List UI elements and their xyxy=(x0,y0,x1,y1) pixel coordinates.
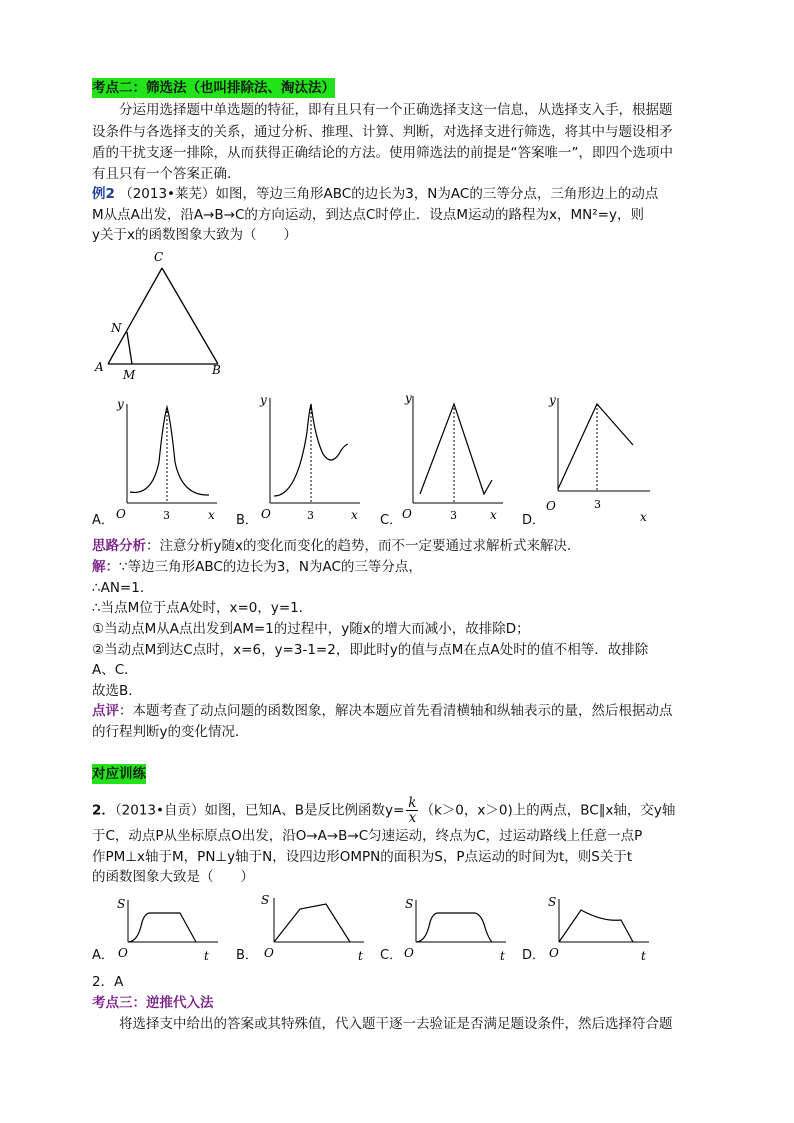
svg-text:3: 3 xyxy=(594,498,601,511)
practice-question-line: 于C，动点P从坐标原点O出发，沿O→A→B→C匀速运动，终点为C，过运动路线上任意一点P xyxy=(92,828,643,844)
practice-option-a-label: A． xyxy=(92,948,114,963)
svg-text:S: S xyxy=(405,897,414,911)
example-line: y关于x的函数图象大致为（ ） xyxy=(92,227,297,243)
option-d-label: D． xyxy=(522,513,546,528)
option-b-graph xyxy=(255,392,365,527)
practice-option-b-label: B． xyxy=(236,948,258,963)
svg-text:t: t xyxy=(358,949,363,963)
svg-text:3: 3 xyxy=(450,509,457,522)
paragraph-line: 盾的干扰支逐一排除，从而获得正确结论的方法。使用筛选法的前提是“答案唯一”，即四个选项中 xyxy=(92,145,673,161)
comment-label: 点评 xyxy=(92,703,119,719)
vertex-a-label: A xyxy=(95,360,104,374)
section-title: 考点二：筛选法（也叫排除法、淘汰法） xyxy=(92,80,335,96)
paragraph-line: 分运用选择题中单选题的特征，即有且只有一个正确选择支这一信息，从选择支入手，根据题 xyxy=(119,102,673,118)
point-n-label: N xyxy=(111,321,122,335)
comment-line: 的行程判断y的变化情况． xyxy=(92,724,249,740)
practice-question-line: 作PM⊥x轴于M，PN⊥y轴于N，设四边形OMPN的面积为S，P点运动的时间为t，则S关于t xyxy=(92,849,633,865)
svg-text:O: O xyxy=(549,946,559,960)
svg-text:t: t xyxy=(204,949,209,963)
svg-text:S: S xyxy=(117,897,126,911)
solution-line: ①当动点M从A点出发到AM=1的过程中，y随x的增大而减小，故排除D； xyxy=(92,621,530,637)
paragraph-line: 有且只有一个答案正确. xyxy=(92,166,232,182)
analysis-line xyxy=(92,536,580,556)
svg-text:y: y xyxy=(549,393,556,407)
solution-line: 解：∵等边三角形ABC的边长为3，N为AC的三等分点， xyxy=(92,559,422,575)
practice-option-c-graph xyxy=(398,894,513,966)
option-a-graph xyxy=(112,392,222,527)
practice-option-d-label: D． xyxy=(522,948,546,963)
svg-text:S: S xyxy=(261,894,270,907)
option-b-label: B． xyxy=(236,513,258,528)
option-c-graph xyxy=(398,392,508,527)
svg-text:O: O xyxy=(264,946,274,960)
svg-text:x: x xyxy=(208,508,215,522)
svg-text:x: x xyxy=(640,510,647,524)
example-line xyxy=(92,184,658,204)
svg-text:O: O xyxy=(404,946,414,960)
example-label: 例2 xyxy=(92,186,115,202)
svg-text:t: t xyxy=(641,949,646,963)
svg-text:O: O xyxy=(118,946,128,960)
practice-question-line: 的函数图象大致是（ ） xyxy=(92,869,254,885)
svg-text:3: 3 xyxy=(307,509,314,522)
fraction-k-over-x: $\frac{k}{x}$ xyxy=(408,795,417,826)
comment-line: 点评：本题考查了动点问题的函数图象，解决本题应首先看清横轴和纵轴表示的量，然后根据动点 xyxy=(92,703,673,719)
section3-title: 考点三：逆推代入法 xyxy=(92,995,214,1011)
solution-line: ∴当点M位于点A处时，x=0，y=1． xyxy=(92,600,313,616)
practice-title: 对应训练 xyxy=(92,766,146,782)
practice-option-c-label: C． xyxy=(380,948,403,963)
solution-line: 故选B． xyxy=(92,683,142,699)
point-m-label: M xyxy=(123,368,136,381)
example-text: （2013•莱芜）如图，等边三角形ABC的边长为3，N为AC的三等分点，三角形边上的动点 xyxy=(119,186,659,202)
vertex-c-label: C xyxy=(154,250,164,264)
practice-answer: 2．A xyxy=(92,974,124,990)
solution-label: 解： xyxy=(92,559,119,575)
question-number: 2． xyxy=(92,802,115,819)
option-a-label: A． xyxy=(92,513,114,528)
solution-line: ②当动点M到达C点时，x=6，y=3-1=2，即此时y的值与点M在点A处时的值不相等．故排除 xyxy=(92,642,649,658)
triangle-figure xyxy=(90,246,240,381)
solution-line: ∴AN=1． xyxy=(92,580,154,596)
svg-text:y: y xyxy=(260,393,267,407)
example-line: M从点A出发，沿A→B→C的方向运动，到达点C时停止．设点M运动的路程为x，MN²=y，则 xyxy=(92,207,644,223)
option-c-label: C． xyxy=(380,513,403,528)
section3-line: 将选择支中给出的答案或其特殊值，代入题干逐一去验证是否满足题设条件，然后选择符合题 xyxy=(119,1016,673,1032)
practice-option-b-graph xyxy=(256,894,371,966)
practice-option-a-graph xyxy=(110,894,225,966)
svg-text:O: O xyxy=(261,507,271,521)
svg-text:t: t xyxy=(500,949,505,963)
analysis-label: 思路分析 xyxy=(92,538,146,554)
svg-text:y: y xyxy=(117,397,124,411)
analysis-text: ：注意分析y随x的变化而变化的趋势，而不一定要通过求解析式来解决． xyxy=(146,538,581,554)
vertex-b-label: B xyxy=(212,363,221,377)
svg-text:S: S xyxy=(548,895,557,909)
paragraph-line: 设条件与各选择支的关系，通过分析、推理、计算、判断，对选择支进行筛选，将其中与题设相矛 xyxy=(92,124,673,140)
svg-text:3: 3 xyxy=(163,509,170,522)
svg-text:y: y xyxy=(405,392,412,405)
solution-line: A、C． xyxy=(92,662,138,678)
practice-question-line: 2．（2013•自贡）如图，已知A、B是反比例函数y= $\frac{k}{x}$ （k＞0，x＞0)上的两点，BC∥x轴，交y轴 xyxy=(92,795,676,826)
svg-text:O: O xyxy=(546,499,556,513)
option-d-graph xyxy=(540,392,655,527)
svg-text:x: x xyxy=(351,508,358,522)
svg-text:O: O xyxy=(402,507,412,521)
svg-text:O: O xyxy=(116,507,126,521)
practice-option-d-graph xyxy=(541,894,656,966)
svg-text:x: x xyxy=(490,508,497,522)
